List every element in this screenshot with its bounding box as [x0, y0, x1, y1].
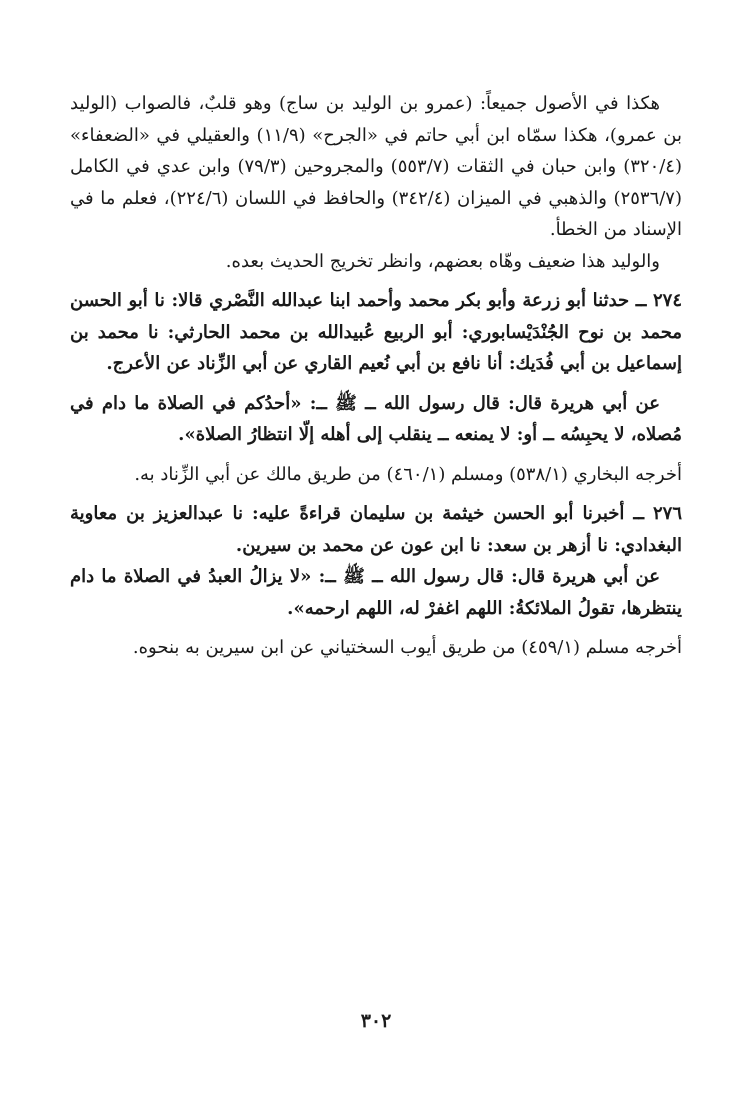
hadith-274-isnad: ٢٧٤ ــ حدثنا أبو زرعة وأبو بكر محمد وأحمد ابنا عبدالله النَّصْري قالا: نا أبو الحسن محمد بن نوح الجُنْدَيْسابوري: أبو الربيع عُبيدالله بن محمد الحارثي: نا محمد بن إسماعيل بن أبي فُدَيك: أنا نافع بن أبي نُعيم القاري عن أبي الزِّناد عن الأعرج.	[70, 290, 682, 374]
footnote-paragraph-1: هكذا في الأصول جميعاً: (عمرو بن الوليد بن ساج) وهو قلبٌ، فالصواب (الوليد بن عمرو)، هكذا سمّاه ابن أبي حاتم في «الجرح» (١١/٩) والعقيلي في «الضعفاء» (٣٢٠/٤) وابن حبان في الثقات (٥٥٣/٧) والمجروحين (٧٩/٣) وابن عدي في الكامل (٢٥٣٦/٧) والذهبي في الميزان (٣٤٢/٤) والحافظ في اللسان (٢٢٤/٦)، فعلم ما في الإسناد من الخطأ.	[70, 93, 683, 240]
hadith-276-takhrij: أخرجه مسلم (٤٥٩/١) من طريق أيوب السختياني عن ابن سيرين به بنحوه.	[132, 637, 682, 658]
footnote-paragraph-2: والوليد هذا ضعيف وهّاه بعضهم، وانظر تخريج الحديث بعده.	[225, 250, 660, 272]
hadith-274-takhrij: أخرجه البخاري (٥٣٨/١) ومسلم (٤٦٠/١) من طريق مالك عن أبي الزِّناد به.	[134, 463, 682, 485]
page-number: ٣٠٢	[360, 1010, 392, 1032]
hadith-274-matn: عن أبي هريرة قال: قال رسول الله ــ ﷺ ــ: «أحدُكم في الصلاة ما دام في مُصلاه، لا يحبِسُه ــ أو: لا يمنعه ــ ينقلب إلى أهله إلّا انتظارُ الصلاة».	[70, 392, 682, 445]
hadith-276-isnad: ٢٧٦ ــ أخبرنا أبو الحسن خيثمة بن سليمان قراءةً عليه: نا عبدالعزيز بن معاوية البغدادي: نا أزهر بن سعد: نا ابن عون عن محمد بن سيرين.	[70, 503, 682, 556]
page-body	[70, 88, 682, 664]
hadith-276-matn: عن أبي هريرة قال: قال رسول الله ــ ﷺ ــ: «لا يزالُ العبدُ في الصلاة ما دام ينتظرها، تقولُ الملائكةُ: اللهم اغفرْ له، اللهم ارحمه».	[70, 566, 682, 619]
